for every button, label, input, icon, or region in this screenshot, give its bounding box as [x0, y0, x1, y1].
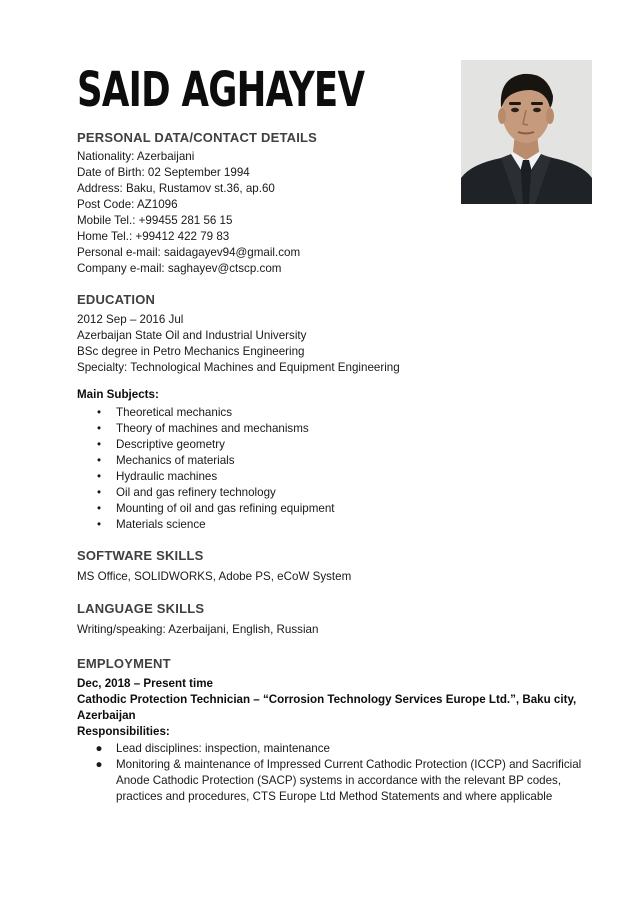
language-section-title: LANGUAGE SKILLS — [77, 601, 205, 616]
dob-line: Date of Birth: 02 September 1994 — [77, 166, 250, 179]
personal-email-line: Personal e-mail: saidagayev94@gmail.com — [77, 246, 301, 259]
bullet-icon: • — [96, 406, 102, 419]
bullet-icon: ● — [95, 758, 103, 771]
main-subjects-label: Main Subjects: — [77, 388, 159, 401]
address-line: Address: Baku, Rustamov st.36, ap.60 — [77, 182, 275, 195]
bullet-icon: • — [96, 470, 102, 483]
software-section-title: SOFTWARE SKILLS — [77, 548, 204, 563]
employment-position-line1: Cathodic Protection Technician – “Corrosion Technology Services Europe Ltd.”, Baku city, — [77, 693, 577, 706]
education-section-title: EDUCATION — [77, 292, 156, 307]
education-degree: BSc degree in Petro Mechanics Engineering — [77, 345, 305, 358]
bullet-icon: • — [96, 438, 102, 451]
education-period: 2012 Sep – 2016 Jul — [77, 313, 184, 326]
mobile-line: Mobile Tel.: +99455 281 56 15 — [77, 214, 233, 227]
employment-period: Dec, 2018 – Present time — [77, 677, 213, 690]
employment-section-title: EMPLOYMENT — [77, 656, 171, 671]
bullet-icon: • — [96, 518, 102, 531]
bullet-icon: • — [96, 454, 102, 467]
personal-section-title: PERSONAL DATA/CONTACT DETAILS — [77, 130, 318, 145]
language-skills-text: Writing/speaking: Azerbaijani, English, Russian — [77, 623, 319, 636]
candidate-name: SAID AGHAYEV — [77, 62, 365, 118]
home-tel-line: Home Tel.: +99412 422 79 83 — [77, 230, 230, 243]
postcode-line: Post Code: AZ1096 — [77, 198, 178, 211]
responsibilities-label: Responsibilities: — [77, 725, 170, 738]
software-skills-text: MS Office, SOLIDWORKS, Adobe PS, eCoW System — [77, 570, 352, 583]
portrait-image — [461, 60, 592, 204]
bullet-icon: • — [96, 502, 102, 515]
profile-photo — [461, 60, 592, 204]
bullet-icon: ● — [95, 742, 103, 755]
education-university: Azerbaijan State Oil and Industrial University — [77, 329, 307, 342]
bullet-icon: • — [96, 422, 102, 435]
nationality-line: Nationality: Azerbaijani — [77, 150, 195, 163]
education-specialty: Specialty: Technological Machines and Equipment Engineering — [77, 361, 400, 374]
employment-position-line2: Azerbaijan — [77, 709, 136, 722]
bullet-icon: • — [96, 486, 102, 499]
company-email-line: Company e-mail: saghayev@ctscp.com — [77, 262, 282, 275]
